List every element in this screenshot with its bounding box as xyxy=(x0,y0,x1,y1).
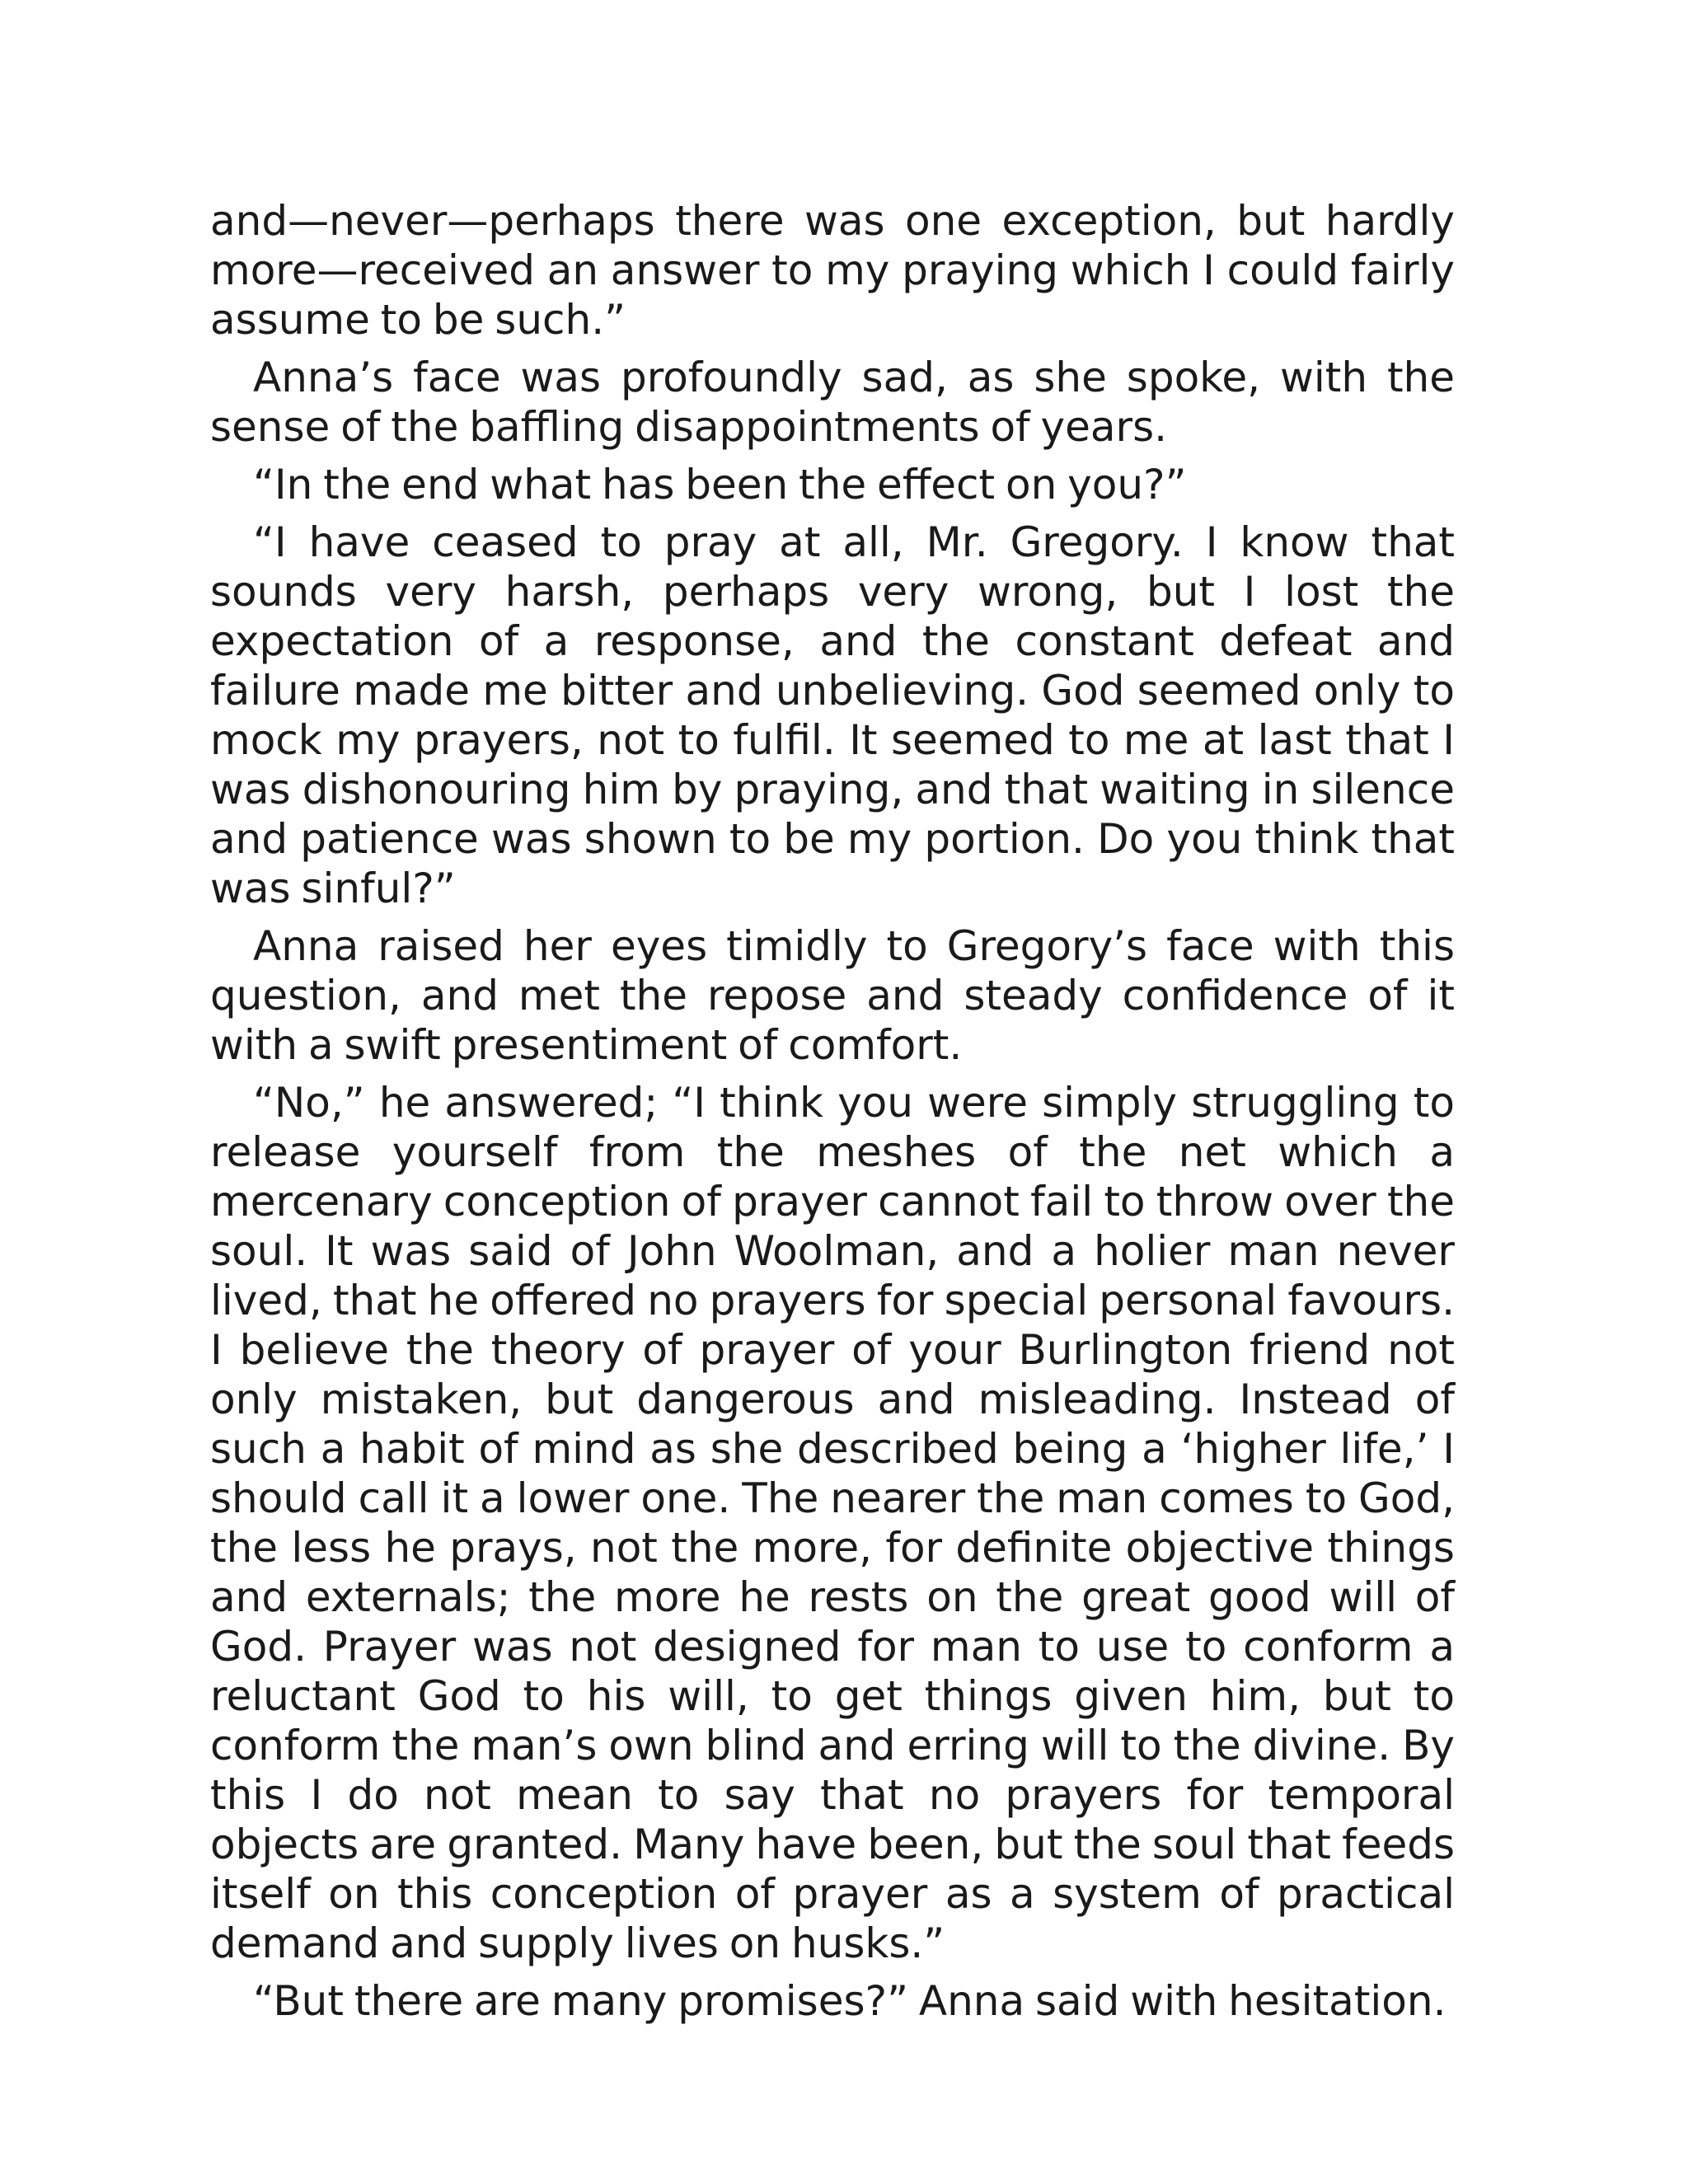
paragraph-5: Anna raised her eyes timidly to Gregory’s face with this question, and met the repose and steady confidence of it with a swift presentiment of comfort. xyxy=(210,922,1455,1069)
paragraph-6: “No,” he answered; “I think you were simply struggling to release yourself from the meshes of the net which a mercenary conception of prayer cannot fail to throw over the soul. It was said of John Woolman, and a holier man never lived, that he offered no prayers for special personal favours. I believe the theory of prayer of your Burlington friend not only mistaken, but dangerous and misleading. Instead of such a habit of mind as she described being a ‘higher life,’ I should call it a lower one. The nearer the man comes to God, the less he prays, not the more, for definite objective things and externals; the more he rests on the great good will of God. Prayer was not designed for man to use to conform a reluctant God to his will, to get things given him, but to conform the man’s own blind and erring will to the divine. By this I do not mean to say that no prayers for temporal objects are granted. Many have been, but the soul that feeds itself on this conception of prayer as a system of practical demand and supply lives on husks.” xyxy=(210,1079,1455,1967)
paragraph-4: “I have ceased to pray at all, Mr. Gregory. I know that sounds very harsh, perhaps very wrong, but I lost the expectation of a response, and the constant defeat and failure made me bitter and unbelieving. God seemed only to mock my prayers, not to fulfil. It seemed to me at last that I was dishonouring him by praying, and that waiting in silence and patience was shown to be my portion. Do you think that was sinful?” xyxy=(210,518,1455,912)
paragraph-7: “But there are many promises?” Anna said with hesitation. xyxy=(253,1977,1447,2025)
paragraph-2: Anna’s face was profoundly sad, as she spoke, with the sense of the baffling disappointments of years. xyxy=(210,354,1455,451)
paragraph-1: and—never—perhaps there was one exception, but hardly more—received an answer to my praying which I could fairly assume to be such.” xyxy=(210,197,1455,344)
paragraph-3: “In the end what has been the effect on you?” xyxy=(253,461,1187,509)
page-body xyxy=(210,196,1455,2034)
